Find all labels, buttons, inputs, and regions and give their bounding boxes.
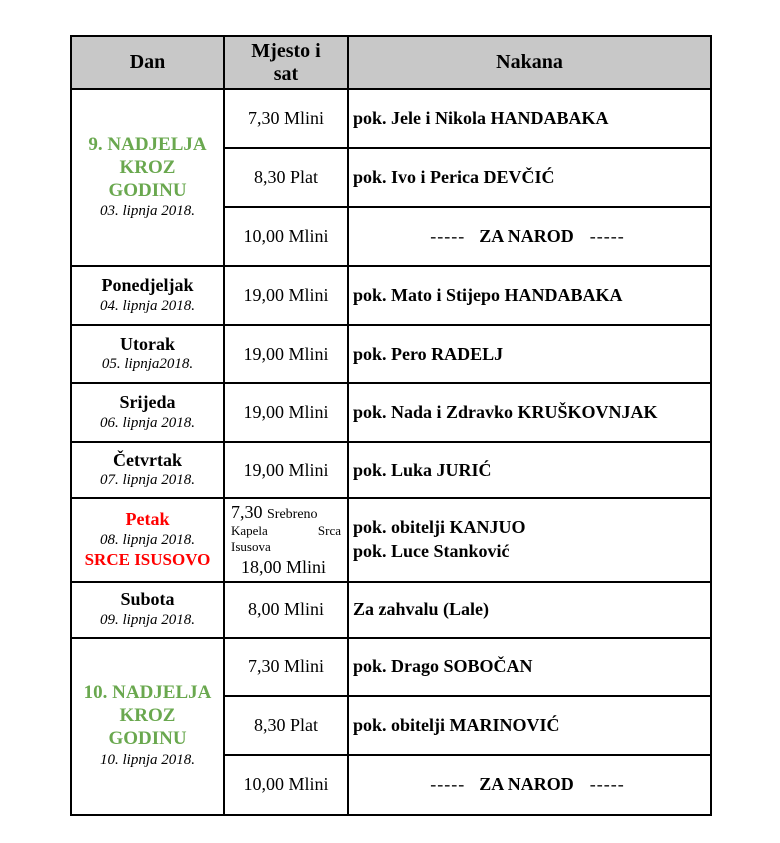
- time-line-1: [231, 502, 341, 523]
- intention-cell: pok. Pero RADELJ: [348, 325, 711, 383]
- time-cell: 19,00 Mlini: [224, 325, 348, 383]
- chapel-word-1: Kapela: [231, 523, 268, 538]
- mass-row: [71, 442, 711, 498]
- day-cell-subota: [71, 582, 224, 638]
- day-title: Utorak: [120, 333, 175, 354]
- intention-cell: pok. obitelji MARINOVIĆ: [348, 696, 711, 755]
- day-date: 06. lipnja 2018.: [99, 414, 195, 431]
- day-date: 04. lipnja 2018.: [99, 297, 195, 314]
- day-title: 9. NADJELJA KROZ GODINU: [88, 133, 207, 201]
- column-header-dan-label: Dan: [129, 51, 166, 73]
- time-cell: 10,00 Mlini: [224, 755, 348, 815]
- time-cell: 8,00 Mlini: [224, 582, 348, 638]
- mass-schedule-table: [70, 35, 712, 816]
- time-1: 7,30: [231, 502, 263, 522]
- day-cell-10-nadjelja: [71, 638, 224, 815]
- day-date: 08. lipnja 2018.: [99, 531, 195, 548]
- day-cell-petak: [71, 498, 224, 582]
- za-narod-label: ZA NAROD: [479, 226, 574, 246]
- dash-decoration: -----: [430, 226, 466, 246]
- day-cell-ponedjeljak: [71, 266, 224, 325]
- intention-cell: pok. Jele i Nikola HANDABAKA: [348, 89, 711, 148]
- chapel-word-2: Srca: [317, 523, 341, 538]
- day-cell-srijeda: [71, 383, 224, 442]
- mass-row: [71, 638, 711, 696]
- time-cell-petak: [224, 498, 348, 582]
- column-header-nakana: [348, 36, 711, 89]
- intention-cell: Za zahvalu (Lale): [348, 582, 711, 638]
- time-cell: 8,30 Plat: [224, 696, 348, 755]
- intention-cell: pok. Ivo i Perica DEVČIĆ: [348, 148, 711, 207]
- time-cell: 19,00 Mlini: [224, 383, 348, 442]
- intention-line: pok. obitelji KANJUO: [353, 517, 526, 538]
- intention-cell: pok. Nada i Zdravko KRUŠKOVNJAK: [348, 383, 711, 442]
- intention-cell: pok. Luka JURIĆ: [348, 442, 711, 498]
- day-date: 03. lipnja 2018.: [99, 203, 195, 220]
- mass-row: [71, 383, 711, 442]
- intention-cell: pok. Drago SOBOČAN: [348, 638, 711, 696]
- column-header-mjesto-i-sat-label: Mjesto i sat: [251, 39, 321, 85]
- mass-row: [71, 582, 711, 638]
- mass-row: [71, 89, 711, 148]
- day-title: 10. NADJELJA KROZ GODINU: [83, 682, 212, 750]
- time-line-3: Isusova: [231, 539, 271, 555]
- time-cell: 19,00 Mlini: [224, 442, 348, 498]
- place-1: Srebreno: [267, 507, 318, 522]
- day-date: 10. lipnja 2018.: [99, 751, 195, 768]
- intention-line: pok. Luce Stanković: [353, 540, 510, 561]
- mass-row: [71, 266, 711, 325]
- day-date: 07. lipnja 2018.: [99, 472, 195, 489]
- time-cell: 10,00 Mlini: [224, 207, 348, 266]
- time-cell: 19,00 Mlini: [224, 266, 348, 325]
- column-header-nakana-label: Nakana: [496, 51, 563, 73]
- day-title: Četvrtak: [113, 449, 182, 470]
- dash-decoration: -----: [589, 226, 625, 246]
- time-line-2: [231, 523, 341, 539]
- column-header-dan: [71, 36, 224, 89]
- intention-cell-za-narod: [348, 207, 711, 266]
- day-date: 05. lipnja2018.: [101, 356, 194, 373]
- day-title: Srijeda: [119, 392, 176, 413]
- column-header-mjesto-i-sat: [224, 36, 348, 89]
- mass-row-petak: [71, 498, 711, 582]
- header-row: [71, 36, 711, 89]
- intention-cell-za-narod: [348, 755, 711, 815]
- intention-cell: pok. Mato i Stijepo HANDABAKA: [348, 266, 711, 325]
- day-subtitle-srce-isusovo: SRCE ISUSOVO: [84, 549, 211, 569]
- time-cell: 7,30 Mlini: [224, 638, 348, 696]
- za-narod-label: ZA NAROD: [479, 774, 574, 794]
- day-title: Subota: [120, 589, 175, 610]
- time-cell: 7,30 Mlini: [224, 89, 348, 148]
- time-2: 18,00 Mlini: [241, 556, 327, 577]
- day-cell-cetvrtak: [71, 442, 224, 498]
- day-cell-9-nadjelja: [71, 89, 224, 266]
- mass-row: [71, 325, 711, 383]
- day-title: Ponedjeljak: [101, 275, 194, 296]
- day-title: Petak: [125, 509, 170, 530]
- day-date: 09. lipnja 2018.: [99, 611, 195, 628]
- day-cell-utorak: [71, 325, 224, 383]
- dash-decoration: -----: [430, 774, 466, 794]
- time-cell: 8,30 Plat: [224, 148, 348, 207]
- dash-decoration: -----: [589, 774, 625, 794]
- intention-cell-petak: [348, 498, 711, 582]
